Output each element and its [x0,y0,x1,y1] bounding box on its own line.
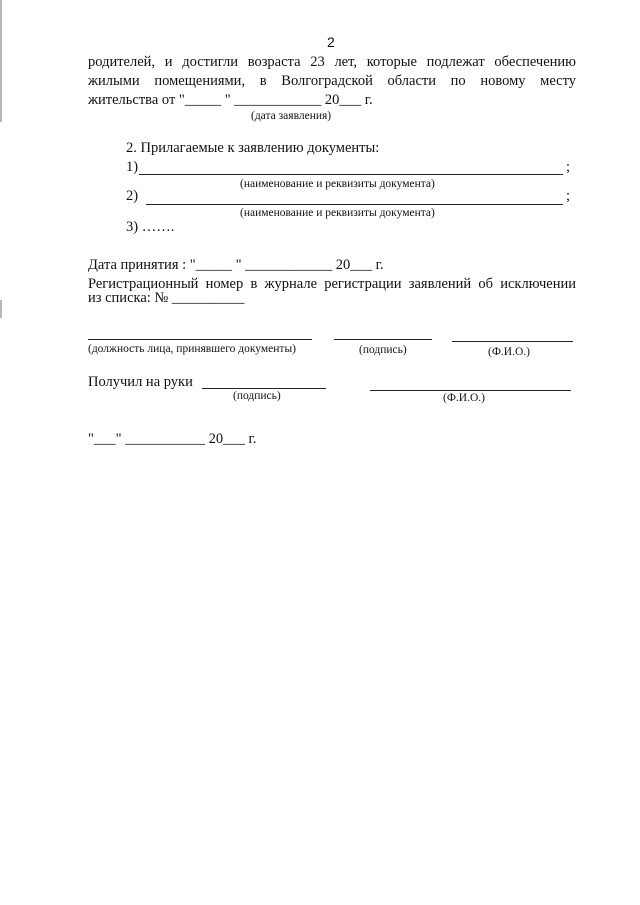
caption-application-date: (дата заявления) [251,110,332,122]
document-item-1-number: 1) [126,159,139,175]
final-date: "___" ___________ 20___ г. [88,431,257,447]
caption-document-name-2: (наименование и реквизиты документа) [240,207,435,219]
attached-documents-heading: 2. Прилагаемые к заявлению документы: [126,140,380,156]
received-signature-line [202,388,326,389]
document-item-1-line [139,174,563,175]
caption-received-fio: (Ф.И.О.) [443,392,485,404]
scan-edge-mark [0,0,2,122]
caption-received-signature: (подпись) [233,390,281,402]
document-item-3-number: 3) ……. [126,219,175,235]
acceptance-date: Дата принятия : "_____ " ____________ 20___ г. [88,257,384,273]
registration-number-line-1: Регистрационный номер в журнале регистрации заявлений об исключении [88,276,576,292]
body-line-3: жительства от "_____ " ____________ 20___ г. [88,92,373,108]
signature-line [334,339,432,340]
position-signature-line [88,339,312,340]
body-line-2: жилыми помещениями, в Волгоградской области по новому месту [88,73,576,89]
caption-signature: (подпись) [359,344,407,356]
registration-number-line-2: из списка: № __________ [88,290,245,306]
document-item-1-semicolon: ; [566,159,571,175]
document-item-2-semicolon: ; [566,188,571,204]
received-label: Получил на руки [88,374,193,390]
document-item-2-line [146,204,563,205]
document-item-2-number: 2) [126,188,139,204]
body-line-1: родителей, и достигли возраста 23 лет, которые подлежат обеспечению [88,54,576,70]
caption-position: (должность лица, принявшего документы) [88,343,296,355]
scan-edge-mark [0,300,2,318]
caption-document-name-1: (наименование и реквизиты документа) [240,178,435,190]
fio-signature-line [452,341,573,342]
caption-fio: (Ф.И.О.) [488,346,530,358]
received-fio-line [370,390,571,391]
page-number: 2 [327,34,335,50]
